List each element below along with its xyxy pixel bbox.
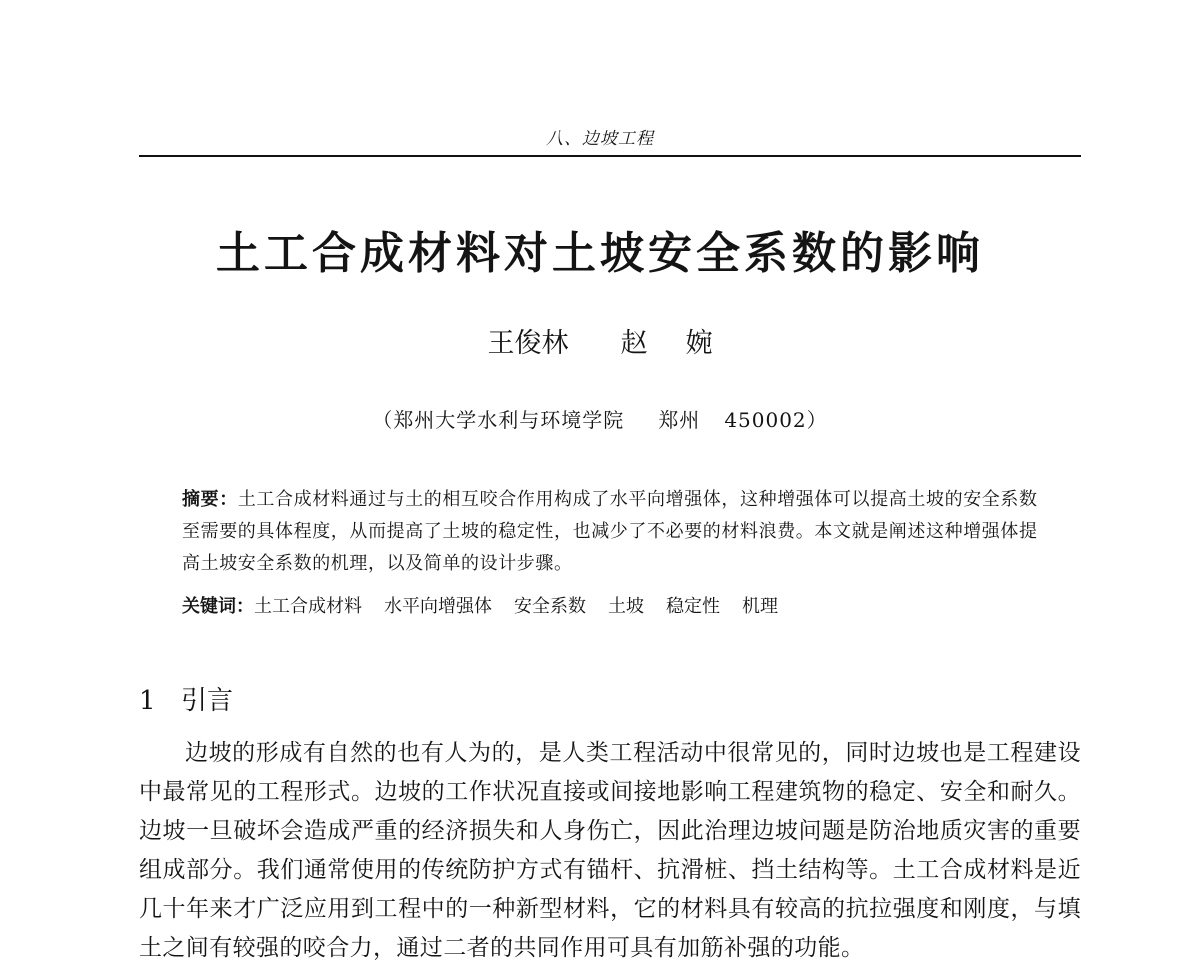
abstract-text: 土工合成材料通过与土的相互咬合作用构成了水平向增强体，这种增强体可以提高土坡的安全系数至需要的具体程度，从而提高了土坡的稳定性，也减少了不必要的材料浪费。本文就是阐述这种增强体提高土坡安全系数的机理，以及简单的设计步骤。 <box>182 489 1038 574</box>
abstract <box>182 484 1042 580</box>
affiliation-institution: 郑州大学水利与环境学院 <box>393 408 625 432</box>
keyword: 土工合成材料 <box>254 596 362 617</box>
body-paragraph: 边坡的形成有自然的也有人为的，是人类工程活动中很常见的，同时边坡也是工程建设中最常见的工程形式。边坡的工作状况直接或间接地影响工程建筑物的稳定、安全和耐久。边坡一旦破坏会造成严重的经济损失和人身伤亡，因此治理边坡问题是防治地质灾害的重要组成部分。我们通常使用的传统防护方式有锚杆、抗滑桩、挡土结构等。土工合成材料是近几十年来才广泛应用到工程中的一种新型材料，它的材料具有较高的抗拉强度和刚度，与填土之间有较强的咬合力，通过二者的共同作用可具有加筋补强的功能。 <box>139 740 1081 961</box>
keywords <box>182 592 800 622</box>
section-title: 引言 <box>181 686 234 716</box>
section-number: 1 <box>139 686 156 716</box>
paper-title: 土工合成材料对土坡安全系数的影响 <box>216 228 984 279</box>
abstract-label: 摘要： <box>182 489 238 510</box>
affiliation <box>0 406 1200 434</box>
keyword: 安全系数 <box>514 596 586 617</box>
keywords-label: 关键词： <box>182 596 254 617</box>
affiliation-close-paren: ） <box>806 408 828 432</box>
keyword: 土坡 <box>608 596 644 617</box>
author-name: 赵 <box>620 328 648 359</box>
affiliation-postcode: 450002 <box>724 408 807 432</box>
section-heading <box>139 684 233 718</box>
author-name: 婉 <box>685 328 713 359</box>
keyword: 水平向增强体 <box>384 596 492 617</box>
header-rule <box>139 155 1081 157</box>
keyword: 机理 <box>742 596 778 617</box>
affiliation-city: 郑州 <box>658 408 701 432</box>
author-name: 王俊林 <box>487 328 569 359</box>
authors <box>0 328 1200 360</box>
keyword: 稳定性 <box>666 596 720 617</box>
affiliation-open-paren: （ <box>372 408 394 432</box>
running-head: 八、边坡工程 <box>546 129 654 149</box>
